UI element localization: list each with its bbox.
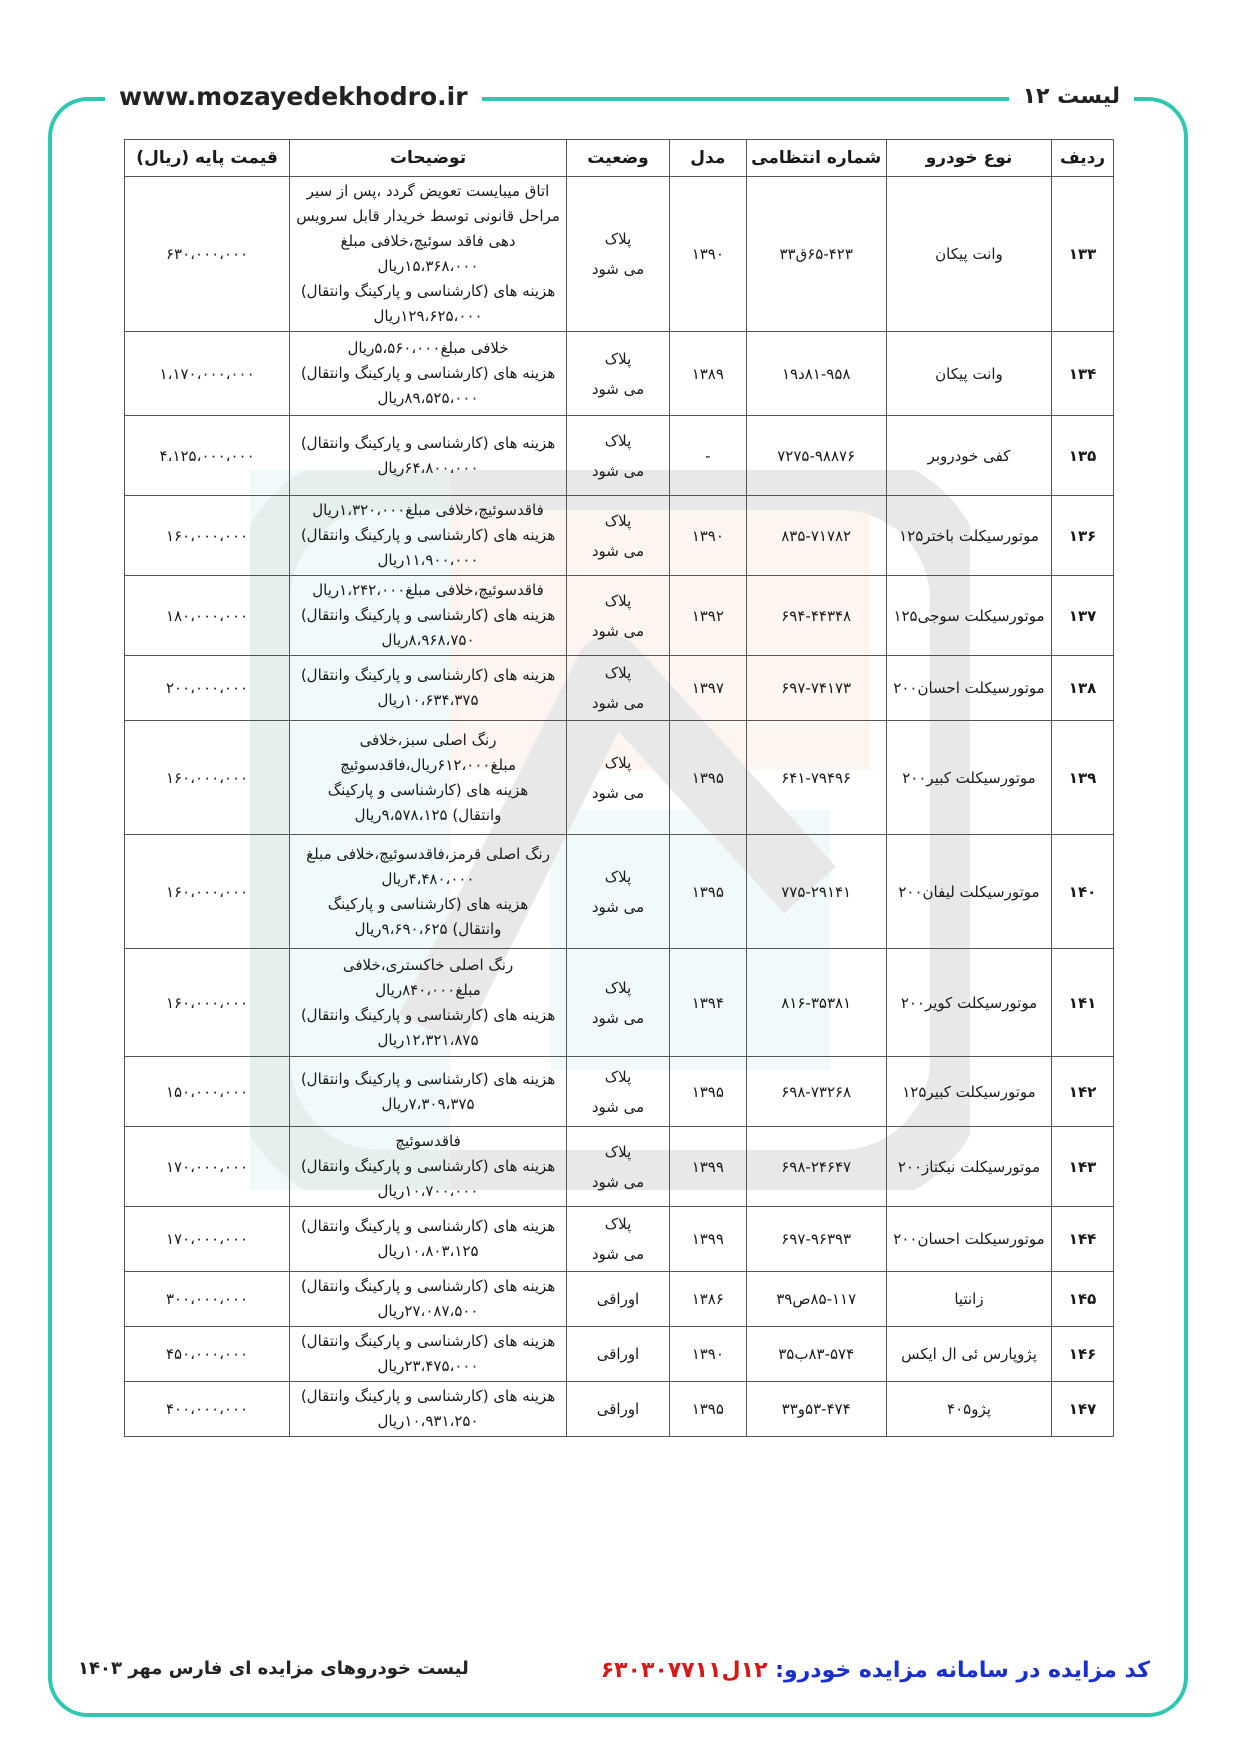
description-line: ۱۰،۸۰۳،۱۲۵ریال (377, 1242, 479, 1260)
status-line: پلاک (604, 1142, 632, 1161)
cell-plate: ۶۹۸-۲۴۶۴۷ (746, 1127, 886, 1207)
cell-status (566, 1057, 669, 1127)
description-line: هزینه های (کارشناسی و پارکینگ وانتقال) (300, 526, 556, 544)
table-header-row (125, 140, 1114, 177)
description-line: رنگ اصلی خاکستری،خلافی (342, 955, 514, 974)
description-line: هزینه های (کارشناسی و پارکینگ وانتقال) (300, 1387, 556, 1405)
cell-base-price: ۲۰۰،۰۰۰،۰۰۰ (125, 656, 290, 721)
cell-model: ۱۳۹۵ (670, 721, 746, 835)
description-line: هزینه های (کارشناسی و پارکینگ وانتقال) (300, 1005, 556, 1024)
description-line: ۱۰،۹۳۱،۲۵۰ریال (377, 1412, 479, 1430)
table-row (125, 949, 1114, 1057)
description-line: هزینه های (کارشناسی و پارکینگ وانتقال) (300, 282, 556, 300)
cell-model: ۱۳۸۹ (670, 332, 746, 416)
table-row (125, 1327, 1114, 1382)
col-header-status: وضعیت (566, 140, 669, 177)
status-line: می شود (591, 260, 645, 278)
cell-vehicle-type: موتورسیکلت سوجی۱۲۵ (886, 576, 1051, 656)
cell-model: ۱۳۹۰ (670, 1327, 746, 1382)
cell-vehicle-type: وانت پیکان (886, 177, 1051, 332)
cell-plate: ۸۱-۹۵۸د۱۹ (746, 332, 886, 416)
cell-radif: ۱۴۰ (1052, 835, 1114, 949)
cell-vehicle-type: موتورسیکلت کبیر۲۰۰ (886, 721, 1051, 835)
cell-vehicle-type: موتورسیکلت لیفان۲۰۰ (886, 835, 1051, 949)
cell-vehicle-type: زانتیا (886, 1272, 1051, 1327)
cell-base-price: ۱۸۰،۰۰۰،۰۰۰ (125, 576, 290, 656)
description-line: هزینه های (کارشناسی و پارکینگ وانتقال) (300, 433, 556, 452)
status-line: پلاک (604, 664, 632, 682)
cell-model: ۱۳۹۰ (670, 496, 746, 576)
cell-description (290, 949, 567, 1057)
description-line: وانتقال) ۹،۵۷۸،۱۲۵ریال (354, 805, 502, 824)
status-line: پلاک (604, 1067, 632, 1086)
description-line: هزینه های (کارشناسی و پارکینگ وانتقال) (300, 606, 556, 624)
cell-radif: ۱۴۶ (1052, 1327, 1114, 1382)
status-line: می شود (591, 1245, 645, 1263)
description-line: هزینه های (کارشناسی و پارکینگ وانتقال) (300, 1332, 556, 1350)
cell-status (566, 496, 669, 576)
cell-description (290, 1272, 567, 1327)
status-line: پلاک (604, 230, 632, 248)
cell-status (566, 576, 669, 656)
cell-plate: ۶۹۴-۴۴۳۴۸ (746, 576, 886, 656)
cell-plate: ۶۵-۴۲۳ق۳۳ (746, 177, 886, 332)
status-line: اوراقی (596, 1345, 640, 1363)
description-line: فاقدسوئیچ (395, 1132, 461, 1150)
status-line: پلاک (604, 591, 632, 610)
description-line: ۲۳،۴۷۵،۰۰۰ریال (377, 1357, 479, 1375)
cell-status (566, 1327, 669, 1382)
description-line: هزینه های (کارشناسی و پارکینگ وانتقال) (300, 364, 556, 382)
cell-plate: ۵۳-۴۷۴و۳۳ (746, 1382, 886, 1437)
cell-vehicle-type: موتورسیکلت نیکتاز۲۰۰ (886, 1127, 1051, 1207)
status-line: می شود (591, 694, 645, 712)
cell-description (290, 1327, 567, 1382)
description-line: مراحل قانونی توسط خریدار قابل سرویس (296, 207, 560, 225)
site-url[interactable]: www.mozayedekhodro.ir (105, 80, 482, 114)
cell-plate: ۶۹۷-۷۴۱۷۳ (746, 656, 886, 721)
cell-vehicle-type: موتورسیکلت کویر۲۰۰ (886, 949, 1051, 1057)
status-line: می شود (591, 1008, 645, 1027)
cell-status (566, 656, 669, 721)
description-line: هزینه های (کارشناسی و پارکینگ (327, 780, 529, 799)
cell-radif: ۱۴۳ (1052, 1127, 1114, 1207)
cell-radif: ۱۴۲ (1052, 1057, 1114, 1127)
cell-base-price: ۱۵۰،۰۰۰،۰۰۰ (125, 1057, 290, 1127)
status-line: می شود (591, 783, 645, 802)
cell-status (566, 1207, 669, 1272)
description-line: فاقدسوئیچ،خلافی مبلغ۱،۲۴۲،۰۰۰ریال (312, 581, 544, 599)
table-row (125, 496, 1114, 576)
col-header-radif: ردیف (1052, 140, 1114, 177)
table-body (125, 177, 1114, 1437)
description-line: هزینه های (کارشناسی و پارکینگ وانتقال) (300, 1157, 556, 1175)
table-row (125, 332, 1114, 416)
status-line: می شود (591, 461, 645, 480)
cell-description (290, 721, 567, 835)
table-row (125, 1272, 1114, 1327)
status-line: می شود (591, 379, 645, 398)
cell-plate: ۷۷۵-۲۹۱۴۱ (746, 835, 886, 949)
cell-vehicle-type: وانت پیکان (886, 332, 1051, 416)
description-line: ۱۰،۶۳۴،۳۷۵ریال (377, 691, 479, 709)
cell-model: ۱۳۹۷ (670, 656, 746, 721)
cell-vehicle-type: موتورسیکلت کبیر۱۲۵ (886, 1057, 1051, 1127)
table-row (125, 1057, 1114, 1127)
description-line: هزینه های (کارشناسی و پارکینگ (327, 894, 529, 913)
cell-radif: ۱۳۴ (1052, 332, 1114, 416)
cell-model: - (670, 416, 746, 496)
col-header-model: مدل (670, 140, 746, 177)
cell-vehicle-type: موتورسیکلت احسان۲۰۰ (886, 1207, 1051, 1272)
description-line: هزینه های (کارشناسی و پارکینگ وانتقال) (300, 666, 556, 684)
description-line: ۱۰،۷۰۰،۰۰۰ریال (377, 1182, 479, 1200)
description-line: ۲۷،۰۸۷،۵۰۰ریال (377, 1302, 479, 1320)
status-line: پلاک (604, 511, 632, 530)
table-row (125, 835, 1114, 949)
cell-base-price: ۳۰۰،۰۰۰،۰۰۰ (125, 1272, 290, 1327)
description-line: مبلغ۶۱۲،۰۰۰ریال،فاقدسوئیچ (340, 755, 516, 774)
description-line: هزینه های (کارشناسی و پارکینگ وانتقال) (300, 1217, 556, 1235)
cell-model: ۱۳۸۶ (670, 1272, 746, 1327)
cell-radif: ۱۳۷ (1052, 576, 1114, 656)
cell-base-price: ۱۶۰،۰۰۰،۰۰۰ (125, 721, 290, 835)
cell-status (566, 177, 669, 332)
cell-plate: ۸۱۶-۳۵۳۸۱ (746, 949, 886, 1057)
cell-description (290, 1207, 567, 1272)
description-line: ۱۱،۹۰۰،۰۰۰ریال (377, 551, 479, 569)
cell-status (566, 1272, 669, 1327)
cell-description (290, 656, 567, 721)
cell-radif: ۱۳۶ (1052, 496, 1114, 576)
page-label: لیست ۱۲ (1009, 80, 1134, 114)
col-header-plate: شماره انتظامی (746, 140, 886, 177)
table-row (125, 656, 1114, 721)
cell-radif: ۱۳۸ (1052, 656, 1114, 721)
cell-model: ۱۳۹۹ (670, 1127, 746, 1207)
auction-code-label: کد مزایده در سامانه مزایده خودرو: (775, 1658, 1150, 1683)
description-line: اتاق میبایست تعویض گردد ،پس از سیر (306, 182, 550, 200)
status-line: می شود (591, 1172, 645, 1191)
cell-description (290, 1057, 567, 1127)
description-line: ۱۲،۳۲۱،۸۷۵ریال (377, 1030, 479, 1049)
description-line: دهی فاقد سوئیچ،خلافی مبلغ (340, 232, 516, 250)
cell-status (566, 721, 669, 835)
status-line: می شود (591, 1097, 645, 1116)
cell-plate: ۸۳۵-۷۱۷۸۲ (746, 496, 886, 576)
cell-model: ۱۳۹۵ (670, 1382, 746, 1437)
vehicle-table (124, 139, 1114, 1437)
description-line: ۸۹،۵۲۵،۰۰۰ریال (377, 389, 479, 407)
cell-model: ۱۳۹۰ (670, 177, 746, 332)
table-row (125, 1127, 1114, 1207)
cell-base-price: ۱۷۰،۰۰۰،۰۰۰ (125, 1127, 290, 1207)
description-line: ۸،۹۶۸،۷۵۰ریال (381, 631, 475, 649)
cell-base-price: ۱۶۰،۰۰۰،۰۰۰ (125, 496, 290, 576)
cell-vehicle-type: موتورسیکلت احسان۲۰۰ (886, 656, 1051, 721)
cell-description (290, 1382, 567, 1437)
description-line: هزینه های (کارشناسی و پارکینگ وانتقال) (300, 1069, 556, 1088)
cell-model: ۱۳۹۵ (670, 1057, 746, 1127)
cell-status (566, 835, 669, 949)
cell-radif: ۱۴۵ (1052, 1272, 1114, 1327)
cell-base-price: ۶۳۰،۰۰۰،۰۰۰ (125, 177, 290, 332)
cell-plate: ۸۵-۱۱۷ص۳۹ (746, 1272, 886, 1327)
cell-description (290, 1127, 567, 1207)
cell-radif: ۱۴۷ (1052, 1382, 1114, 1437)
description-line: ۶۴،۸۰۰،۰۰۰ریال (377, 458, 479, 477)
cell-description (290, 416, 567, 496)
status-line: پلاک (604, 867, 632, 886)
col-header-price: قیمت پایه (ریال) (125, 140, 290, 177)
cell-base-price: ۴۰۰،۰۰۰،۰۰۰ (125, 1382, 290, 1437)
cell-description (290, 496, 567, 576)
cell-description (290, 332, 567, 416)
cell-radif: ۱۳۵ (1052, 416, 1114, 496)
cell-base-price: ۴،۱۲۵،۰۰۰،۰۰۰ (125, 416, 290, 496)
cell-radif: ۱۳۹ (1052, 721, 1114, 835)
cell-plate: ۷۲۷۵-۹۸۸۷۶ (746, 416, 886, 496)
description-line: ۱۲۹،۶۲۵،۰۰۰ریال (373, 307, 483, 325)
cell-base-price: ۱۷۰،۰۰۰،۰۰۰ (125, 1207, 290, 1272)
cell-status (566, 1127, 669, 1207)
auction-code-value: ۱۲ل۶۳۰۳۰۷۷۱۱ (600, 1658, 768, 1683)
cell-description (290, 576, 567, 656)
cell-description (290, 177, 567, 332)
status-line: پلاک (604, 978, 632, 997)
description-line: هزینه های (کارشناسی و پارکینگ وانتقال) (300, 1277, 556, 1295)
cell-vehicle-type: موتورسیکلت باختر۱۲۵ (886, 496, 1051, 576)
description-line: مبلغ۸۴۰،۰۰۰ریال (375, 980, 481, 999)
col-header-desc: توضیحات (290, 140, 567, 177)
status-line: می شود (591, 897, 645, 916)
cell-model: ۱۳۹۵ (670, 835, 746, 949)
description-line: رنگ اصلی سبز،خلافی (359, 730, 497, 749)
table-row (125, 1382, 1114, 1437)
description-line: فاقدسوئیچ،خلافی مبلغ۱،۳۲۰،۰۰۰ریال (312, 501, 544, 519)
table-row (125, 416, 1114, 496)
cell-model: ۱۳۹۹ (670, 1207, 746, 1272)
cell-base-price: ۱۶۰،۰۰۰،۰۰۰ (125, 949, 290, 1057)
cell-vehicle-type: پژوپارس ئی ال ایکس (886, 1327, 1051, 1382)
cell-plate: ۸۳-۵۷۴ب۳۵ (746, 1327, 886, 1382)
table-row (125, 1207, 1114, 1272)
cell-vehicle-type: کفی خودروبر (886, 416, 1051, 496)
description-line: خلافی مبلغ۵،۵۶۰،۰۰۰ریال (347, 339, 509, 357)
description-line: ۷،۳۰۹،۳۷۵ریال (381, 1094, 475, 1113)
status-line: پلاک (604, 753, 632, 772)
description-line: ۴،۴۸۰،۰۰۰ریال (381, 869, 475, 888)
cell-status (566, 1382, 669, 1437)
status-line: پلاک (604, 431, 632, 450)
status-line: می شود (591, 621, 645, 640)
status-line: می شود (591, 541, 645, 560)
description-line: رنگ اصلی قرمز،فاقدسوئیچ،خلافی مبلغ (306, 844, 550, 863)
cell-model: ۱۳۹۴ (670, 949, 746, 1057)
table-row (125, 721, 1114, 835)
cell-base-price: ۱،۱۷۰،۰۰۰،۰۰۰ (125, 332, 290, 416)
description-line: ۱۵،۳۶۸،۰۰۰ریال (377, 257, 479, 275)
description-line: وانتقال) ۹،۶۹۰،۶۲۵ریال (354, 919, 502, 938)
status-line: اوراقی (596, 1400, 640, 1418)
cell-plate: ۶۹۸-۷۳۲۶۸ (746, 1057, 886, 1127)
table-row (125, 576, 1114, 656)
cell-status (566, 332, 669, 416)
table-row (125, 177, 1114, 332)
cell-radif: ۱۴۴ (1052, 1207, 1114, 1272)
col-header-type: نوع خودرو (886, 140, 1051, 177)
cell-model: ۱۳۹۲ (670, 576, 746, 656)
cell-status (566, 416, 669, 496)
cell-radif: ۱۴۱ (1052, 949, 1114, 1057)
status-line: پلاک (604, 1215, 632, 1233)
auction-code (601, 1658, 1150, 1683)
cell-status (566, 949, 669, 1057)
cell-plate: ۶۹۷-۹۶۳۹۳ (746, 1207, 886, 1272)
status-line: اوراقی (596, 1290, 640, 1308)
list-title: لیست خودروهای مزایده ای فارس مهر ۱۴۰۳ (78, 1658, 469, 1679)
cell-plate: ۶۴۱-۷۹۴۹۶ (746, 721, 886, 835)
status-line: پلاک (604, 349, 632, 368)
cell-radif: ۱۳۳ (1052, 177, 1114, 332)
cell-base-price: ۴۵۰،۰۰۰،۰۰۰ (125, 1327, 290, 1382)
cell-description (290, 835, 567, 949)
cell-base-price: ۱۶۰،۰۰۰،۰۰۰ (125, 835, 290, 949)
cell-vehicle-type: پژو۴۰۵ (886, 1382, 1051, 1437)
